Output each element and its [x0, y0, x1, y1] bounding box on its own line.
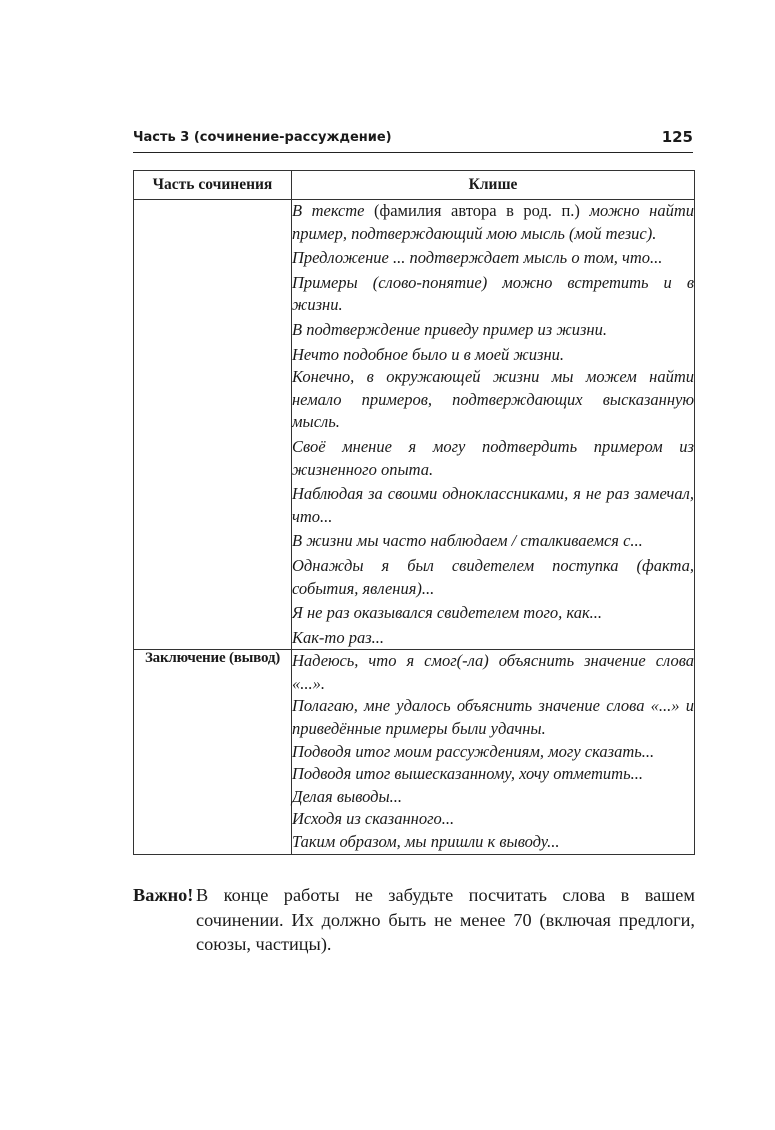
important-note [133, 883, 695, 957]
cliche-item: Как-то раз... [292, 627, 385, 647]
cliche-text: В тексте [292, 201, 365, 220]
cliche-table [133, 170, 695, 855]
cliche-item: Подводя итог вышесказанному, хочу отметить... [292, 764, 643, 784]
cliche-item: Я не раз оказывался свидетелем того, как... [292, 603, 603, 623]
table-row [134, 200, 695, 650]
cliche-item: Полагаю, мне удалось объяснить значение слова «...» и приведённые примеры были удачны. [292, 696, 694, 739]
cliche-note: (фамилия автора в род. п.) [364, 201, 590, 220]
cliche-item: Конечно, в окружающей жизни мы можем найти немало примеров, подтверждающих высказанную мысль. [292, 367, 694, 432]
running-header [133, 128, 693, 153]
column-header-part: Часть сочинения [134, 171, 292, 200]
section-title: Часть 3 (сочинение-рассуждение) [133, 130, 392, 145]
cliche-item: Таким образом, мы пришли к выводу... [292, 832, 560, 852]
cliche-item: Надеюсь, что я смог(-ла) объяснить значение слова «...». [292, 651, 694, 693]
cliche-item: Однажды я был свидетелем поступка (факта, события, явления)... [292, 555, 694, 598]
page-number: 125 [661, 128, 693, 146]
cliche-item: В подтверждение приведу пример из жизни. [292, 319, 607, 339]
cliche-list [292, 650, 695, 854]
table-row [134, 650, 695, 854]
row-label: Заключение (вывод) [134, 650, 292, 854]
cliche-text: можно найти пример, подтверждающий мою мысль (мой тезис). [292, 201, 694, 243]
row-label [134, 200, 292, 650]
cliche-item: Наблюдая за своими одноклассниками, я не раз замечал, что... [292, 484, 694, 526]
cliche-item: Примеры (слово-понятие) можно встретить и в жизни. [292, 272, 694, 315]
cliche-item: Предложение ... подтверждает мысль о том, что... [292, 248, 663, 268]
note-text: В конце работы не забудьте посчитать слова в вашем сочинении. Их должно быть не менее 70 (включая предлоги, союзы, частицы). [196, 885, 695, 954]
column-header-cliche: Клише [292, 171, 695, 200]
cliche-item [292, 200, 694, 245]
cliche-item: Своё мнение я могу подтвердить примером из жизненного опыта. [292, 436, 694, 479]
note-label: Важно! [133, 885, 194, 905]
table-header-row [134, 171, 695, 200]
cliche-item: Делая выводы... [292, 786, 403, 806]
cliche-list [292, 200, 695, 650]
cliche-item: Исходя из сказанного... [292, 809, 455, 829]
cliche-item: Подводя итог моим рассуждениям, могу сказать... [292, 741, 655, 761]
cliche-item: В жизни мы часто наблюдаем / сталкиваемся с... [292, 531, 643, 551]
cliche-item: Нечто подобное было и в моей жизни. [292, 344, 565, 364]
